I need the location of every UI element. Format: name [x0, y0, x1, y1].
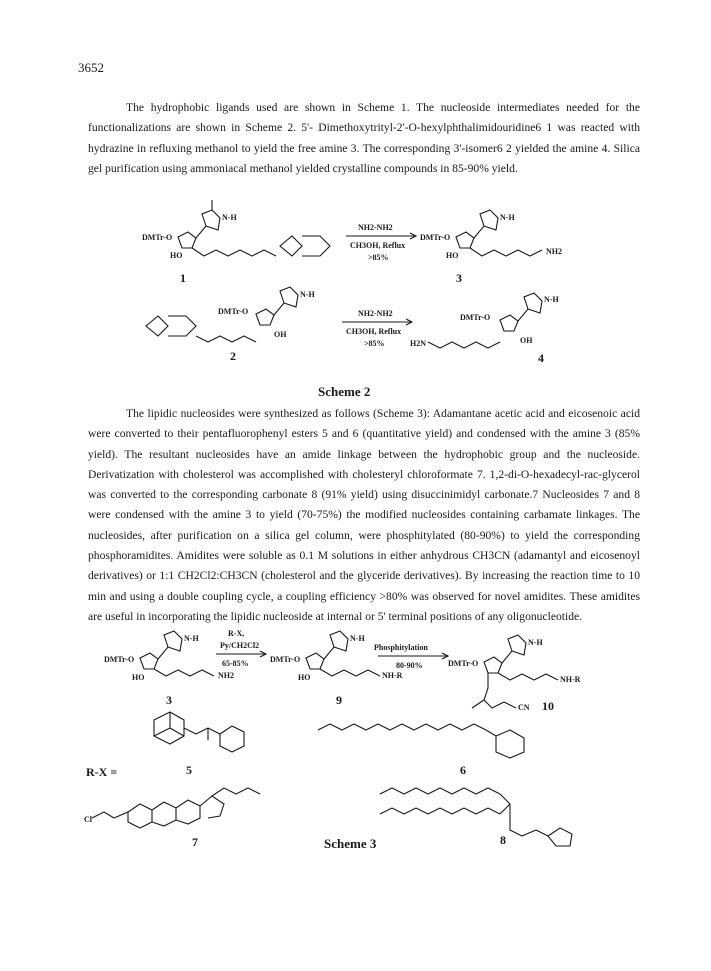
- scheme-2-figure: [80, 196, 640, 384]
- amine-start-label: H2N: [410, 339, 426, 348]
- intro-paragraph-text: The hydrophobic ligands used are shown in Scheme 1. The nucleoside intermediates needed for the functionalizations are shown in Scheme 2. 5'- Dimethoxytrityl-2'-O-hexylphthalimidouridine6 1 was reacted with hydrazine in refluxing methanol to yield the free amine 3. The corresponding 3'-isomer6 2 yielded the amine 4. Silica gel purification using ammoniacal methanol yielded crystalline compounds in 85-90% yield.: [88, 101, 640, 175]
- step2-yield-label: 80-90%: [396, 661, 423, 670]
- yield-label: >85%: [368, 253, 389, 262]
- compound-3-structure: [420, 210, 562, 285]
- compound-4-number: 4: [538, 351, 544, 365]
- yield-label: >85%: [364, 339, 385, 348]
- hydroxyl-3-label: OH: [520, 336, 533, 345]
- intro-paragraph: [88, 98, 640, 179]
- compound-7-number: 7: [192, 835, 198, 848]
- compound-5-structure: [154, 712, 244, 777]
- hydroxyl-label: HO: [132, 673, 145, 682]
- arrow-1: [346, 223, 416, 262]
- uracil-nh-label: N-H: [222, 213, 237, 222]
- page-number: 3652: [78, 60, 104, 75]
- arrow-step-1: [216, 629, 266, 668]
- uracil-nh-label: N-H: [300, 290, 315, 299]
- compound-10-structure: [448, 635, 581, 713]
- step1-yield-label: 65-85%: [222, 659, 249, 668]
- uracil-nh-label: N-H: [500, 213, 515, 222]
- protecting-group-label: DMTr-O: [142, 233, 173, 242]
- protecting-group-label: DMTr-O: [460, 313, 491, 322]
- compound-7-structure: [84, 788, 260, 848]
- compound-2-structure: [146, 287, 315, 363]
- main-paragraph: [88, 404, 640, 627]
- compound-8-number: 8: [500, 833, 506, 847]
- reagent-label: NH2-NH2: [358, 223, 393, 232]
- step1-reagent-label: R-X,: [228, 629, 245, 638]
- reagent-label: NH2-NH2: [358, 309, 393, 318]
- protecting-group-label: DMTr-O: [104, 655, 135, 664]
- uracil-nh-label: N-H: [528, 638, 543, 647]
- protecting-group-label: DMTr-O: [420, 233, 451, 242]
- arrow-step-2: [374, 643, 448, 670]
- scheme-2-drawing: [80, 196, 640, 384]
- amine-label: NH2: [218, 671, 234, 680]
- compound-3-number: 3: [456, 271, 462, 285]
- compound-3-structure: [104, 631, 234, 707]
- compound-10-number: 10: [542, 699, 554, 713]
- compound-6-structure: [318, 724, 524, 777]
- uracil-nh-label: N-H: [544, 295, 559, 304]
- scheme-3-figure: [80, 608, 640, 848]
- step2-reagent-label: Phosphitylation: [374, 643, 428, 652]
- main-paragraph-text: The lipidic nucleosides were synthesized as follows (Scheme 3): Adamantane acetic acid and eicosenoic acid were converted to their pentafluorophenyl esters 5 and 6 (quantitative yield) and condensed with the amine 3 (85% yield). The resultant nucleosides have an amide linkage between the hydrophobic group and the nucleoside. Derivatization with cholesterol was accomplished with cholesteryl chloroformate 7. 1,2-di-O-hexadecyl-rac-glycerol was converted to the corresponding carbonate 8 (91% yield) using disuccinimidyl carbonate.7 Nucleosides 7 and 8 were condensed with the amine 3 to yield (70-75%) the modified nucleosides containing carbamate linkages. The nucleosides, after purification on a silica gel column, were phosphitylated (80-90%) to yield the corresponding phosphoramidites. Amidites were soluble as 0.1 M solutions in either anhydrous CH3CN (adamantyl and eicosenoyl derivatives) or 1:1 CH2Cl2:CH3CN (cholesterol and the glyceride derivatives). By increasing the reaction time to 10 min and using a double coupling cycle, a coupling efficiency >80% was observed for novel amidites. These amidites are useful in incorporating the lipidic nucleoside at internal or 5' terminal positions of any oligonucleotide.: [88, 407, 640, 623]
- uracil-nh-label: N-H: [184, 634, 199, 643]
- protecting-group-label: DMTr-O: [448, 659, 479, 668]
- compound-9-number: 9: [336, 693, 342, 707]
- step1-solvent-label: Py/CH2Cl2: [220, 641, 260, 650]
- compound-2-number: 2: [230, 349, 236, 363]
- protecting-group-label: DMTr-O: [218, 307, 249, 316]
- scheme-3-drawing: [80, 608, 640, 848]
- uracil-nh-label: N-H: [350, 634, 365, 643]
- scheme-2-caption: Scheme 2: [318, 384, 371, 399]
- compound-5-number: 5: [186, 763, 192, 777]
- amide-label: NH-R: [382, 671, 403, 680]
- rx-equals-label: R-X =: [86, 765, 118, 779]
- compound-1-number: 1: [180, 271, 186, 285]
- scheme-3-caption: Scheme 3: [324, 836, 377, 851]
- cyanoethyl-label: CN: [518, 703, 530, 712]
- compound-6-number: 6: [460, 763, 466, 777]
- amide-label: NH-R: [560, 675, 581, 684]
- conditions-label: CH3OH, Reflux: [346, 327, 402, 336]
- arrow-2: [342, 309, 412, 348]
- conditions-label: CH3OH, Reflux: [350, 241, 406, 250]
- compound-8-structure: [380, 788, 572, 847]
- hydroxyl-label: HO: [298, 673, 311, 682]
- protecting-group-label: DMTr-O: [270, 655, 301, 664]
- compound-4-structure: [410, 293, 559, 365]
- hydroxyl-label: HO: [446, 251, 459, 260]
- hydroxyl-3-label: OH: [274, 330, 287, 339]
- compound-1-structure: [142, 200, 330, 285]
- hydroxyl-label: HO: [170, 251, 183, 260]
- amine-label: NH2: [546, 247, 562, 256]
- chloro-label: Cl: [84, 815, 92, 824]
- compound-3-number: 3: [166, 693, 172, 707]
